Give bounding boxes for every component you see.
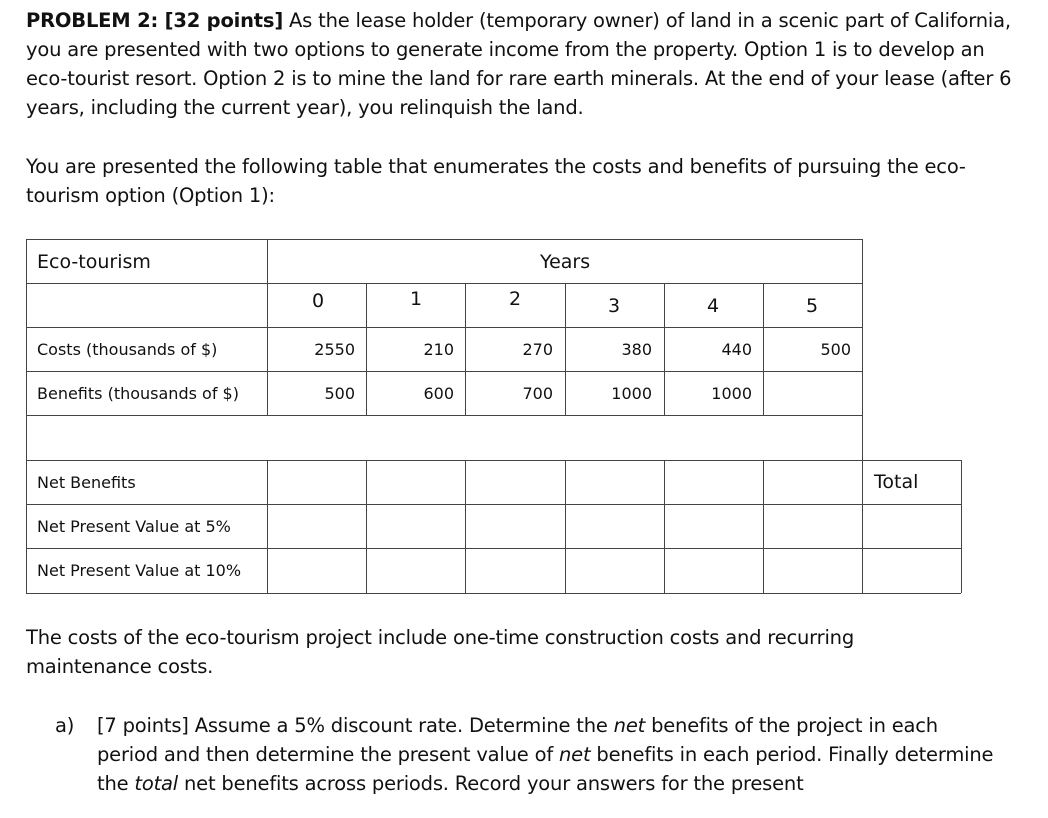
emphasis-net: net bbox=[613, 714, 646, 737]
table-border bbox=[961, 460, 962, 593]
table-border bbox=[763, 283, 764, 416]
table-border bbox=[26, 283, 862, 284]
years-header: Years bbox=[540, 251, 591, 273]
table-border bbox=[465, 283, 466, 416]
year-cell: 2 bbox=[508, 288, 522, 310]
question-text-part: benefits in each period. Finally determine the bbox=[97, 743, 994, 795]
table-border bbox=[267, 460, 268, 593]
problem-statement bbox=[26, 6, 1026, 122]
cost-cell: 440 bbox=[721, 340, 752, 359]
table-border bbox=[267, 239, 268, 416]
table-border bbox=[664, 460, 665, 593]
problem-label: PROBLEM 2: [32 points] bbox=[26, 9, 284, 32]
table-border bbox=[465, 460, 466, 593]
year-cell: 5 bbox=[805, 295, 819, 317]
cost-cell: 210 bbox=[423, 340, 454, 359]
table-border bbox=[26, 415, 862, 416]
benefit-cell: 1000 bbox=[611, 384, 652, 403]
question-text-part: net benefits across periods. Record your answers for the present bbox=[178, 772, 804, 795]
costs-label: Costs (thousands of $) bbox=[37, 340, 218, 359]
table-border bbox=[26, 460, 961, 461]
question-text-part: benefits of the project in each period and then determine the present value of bbox=[97, 714, 938, 766]
table-border bbox=[26, 239, 27, 593]
npv-5-label: Net Present Value at 5% bbox=[37, 517, 231, 536]
cost-cell: 380 bbox=[621, 340, 652, 359]
table-border bbox=[565, 283, 566, 416]
question-a-text bbox=[97, 711, 997, 798]
cost-note: The costs of the eco-tourism project include one-time construction costs and recurring maintenance costs. bbox=[26, 626, 855, 678]
table-border bbox=[664, 283, 665, 416]
table-intro: You are presented the following table that enumerates the costs and benefits of pursuing the eco-tourism option (Option 1): bbox=[26, 155, 966, 207]
year-cell: 3 bbox=[607, 295, 621, 317]
year-cell: 0 bbox=[311, 290, 325, 312]
table-border bbox=[26, 548, 961, 549]
emphasis-total: total bbox=[134, 772, 178, 795]
year-cell: 4 bbox=[706, 295, 720, 317]
benefit-cell: 700 bbox=[522, 384, 553, 403]
benefit-cell: 1000 bbox=[711, 384, 752, 403]
question-a-label: a) bbox=[55, 714, 75, 737]
benefits-label: Benefits (thousands of $) bbox=[37, 384, 239, 403]
year-cell: 1 bbox=[409, 288, 423, 310]
table-border bbox=[26, 593, 961, 594]
question-text-part: [7 points] Assume a 5% discount rate. Determine the bbox=[97, 714, 614, 737]
table-border bbox=[26, 239, 862, 240]
npv-10-label: Net Present Value at 10% bbox=[37, 561, 242, 580]
problem-text: As the lease holder (temporary owner) of land in a scenic part of California, you are presented with two options to generate income from the property. Option 1 is to develop an eco-tourist resort. Option 2 is to mine the land for rare earth minerals. At the end of your lease (after 6 years, including the current year), you relinquish the land. bbox=[26, 9, 1012, 119]
table-border bbox=[565, 460, 566, 593]
table-border bbox=[26, 327, 862, 328]
benefit-cell: 500 bbox=[324, 384, 355, 403]
table-border bbox=[366, 460, 367, 593]
table-title: Eco-tourism bbox=[37, 251, 151, 273]
table-border bbox=[862, 239, 863, 593]
cost-cell: 2550 bbox=[314, 340, 355, 359]
table-border bbox=[26, 504, 961, 505]
table-border bbox=[26, 371, 862, 372]
cost-cell: 270 bbox=[522, 340, 553, 359]
net-benefits-label: Net Benefits bbox=[37, 473, 136, 492]
benefit-cell: 600 bbox=[423, 384, 454, 403]
total-header: Total bbox=[874, 471, 919, 493]
table-border bbox=[763, 460, 764, 593]
table-border bbox=[366, 283, 367, 416]
cost-cell: 500 bbox=[820, 340, 851, 359]
emphasis-net: net bbox=[559, 743, 591, 766]
